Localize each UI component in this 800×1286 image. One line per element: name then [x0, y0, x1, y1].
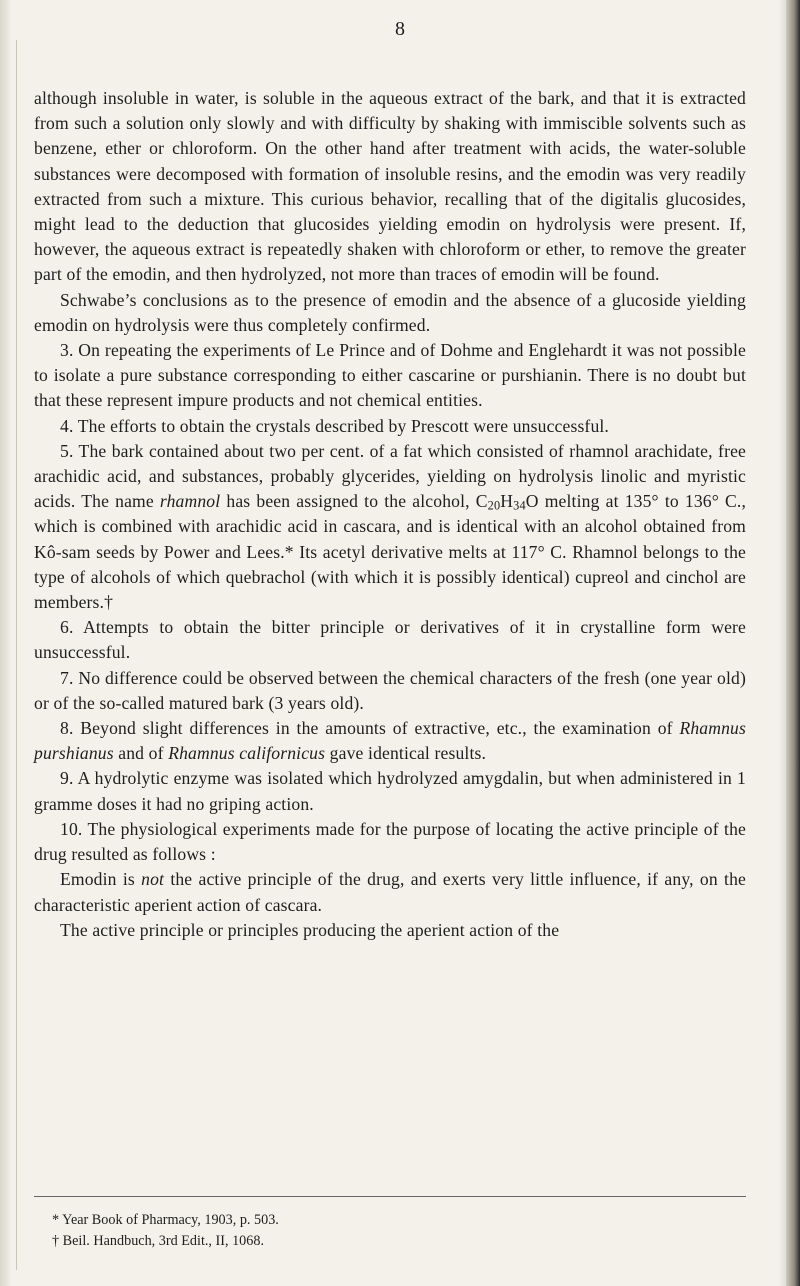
paragraph-item-4: 4. The efforts to obtain the crystals described by Prescott were unsuccessful. [60, 415, 609, 436]
text-run: the active principle of the drug, and exerts very little influence, if any, on the characteristic aperient action of cascara. [34, 869, 747, 915]
paragraph-emodin-finding [34, 867, 746, 917]
italic-not: not [141, 869, 165, 890]
text-run: O melting at 135° to 136° C., which is combined with arachidic acid in cascara, and is identical with an alcohol obtained from Kô-sam seeds by Power and Lees.* Its acetyl derivative melts at 117° C. Rhamnol belongs to the type of alcohols of which quebrachol (with which it is possibly identical) cupreol and cinchol are members.† [34, 491, 746, 613]
footnotes [52, 1210, 752, 1252]
text-run: gave identical results. [325, 743, 487, 764]
italic-species-purshianus: Rhamnus purshianus [34, 718, 746, 764]
binding-rule [16, 40, 17, 1270]
text-run: 5. The bark contained about two per cent. of a fat which consisted of rhamnol arachidate, free arachidic acid, and substances, probably glycerides, yielding on hydrolysis linolic and myristic acids. The name [34, 440, 746, 512]
page-shadow [778, 0, 786, 1286]
body-text [34, 86, 746, 943]
paragraph-item-9: 9. A hydrolytic enzyme was isolated which hydrolyzed amygdalin, but when administered in 1 gramme doses it had no griping action. [34, 768, 746, 814]
paragraph-item-7: 7. No difference could be observed between the chemical characters of the fresh (one year old) or of the so-called matured bark (3 years old). [34, 667, 746, 713]
paragraph-schwabe-conclusions: Schwabe’s conclusions as to the presence of emodin and the absence of a glucoside yielding emodin on hydrolysis were thus completely confirmed. [34, 289, 746, 335]
paragraph-item-5 [34, 439, 746, 615]
text-run: and of [113, 743, 169, 764]
paragraph-item-3: 3. On repeating the experiments of Le Prince and of Dohme and Englehardt it was not possible to isolate a pure substance corresponding to either cascarine or purshianin. There is no doubt but that these represent impure products and not chemical entities. [34, 340, 746, 411]
footnote-year-book: * Year Book of Pharmacy, 1903, p. 503. [52, 1212, 279, 1228]
page-right-edge [786, 0, 800, 1286]
paragraph-active-principle: The active principle or principles producing the aperient action of the [60, 919, 560, 940]
paragraph-continuation: although insoluble in water, is soluble in the aqueous extract of the bark, and that it is extracted from such a solution only slowly and with difficulty by shaking with immiscible solvents such as benzene, ether or chloroform. On the other hand after treatment with acids, the water-soluble substances were decomposed with formation of insoluble resins, and the emodin was very readily extracted from such a mixture. This curious behavior, recalling that of the digitalis glucosides, might lead to the deduction that glucosides yielding emodin on hydrolysis were present. If, however, the aqueous extract is repeatedly shaken with chloroform or ether, to remove the greater part of the emodin, and then hydrolyzed, not more than traces of emodin will be found. [34, 88, 746, 285]
page-left-edge [0, 0, 10, 1286]
subscript-20: 20 [487, 498, 501, 513]
text-run: Emodin is [60, 869, 142, 890]
italic-term-rhamnol: rhamnol [159, 491, 221, 512]
text-run: H [500, 491, 514, 512]
page-number: 8 [395, 18, 405, 40]
footnote-beil-handbuch: † Beil. Handbuch, 3rd Edit., II, 1068. [52, 1233, 264, 1249]
paragraph-item-8 [34, 716, 746, 766]
italic-species-californicus: Rhamnus californicus [168, 743, 326, 764]
footnote-rule [34, 1196, 746, 1197]
subscript-34: 34 [513, 498, 526, 513]
text-run: has been assigned to the alcohol, C [220, 491, 488, 512]
paragraph-item-6: 6. Attempts to obtain the bitter principle or derivatives of it in crystalline form were unsuccessful. [34, 617, 746, 663]
text-run: 8. Beyond slight differences in the amounts of extractive, etc., the examination of [60, 718, 680, 739]
paragraph-item-10: 10. The physiological experiments made for the purpose of locating the active principle of the drug resulted as follows : [34, 818, 746, 865]
